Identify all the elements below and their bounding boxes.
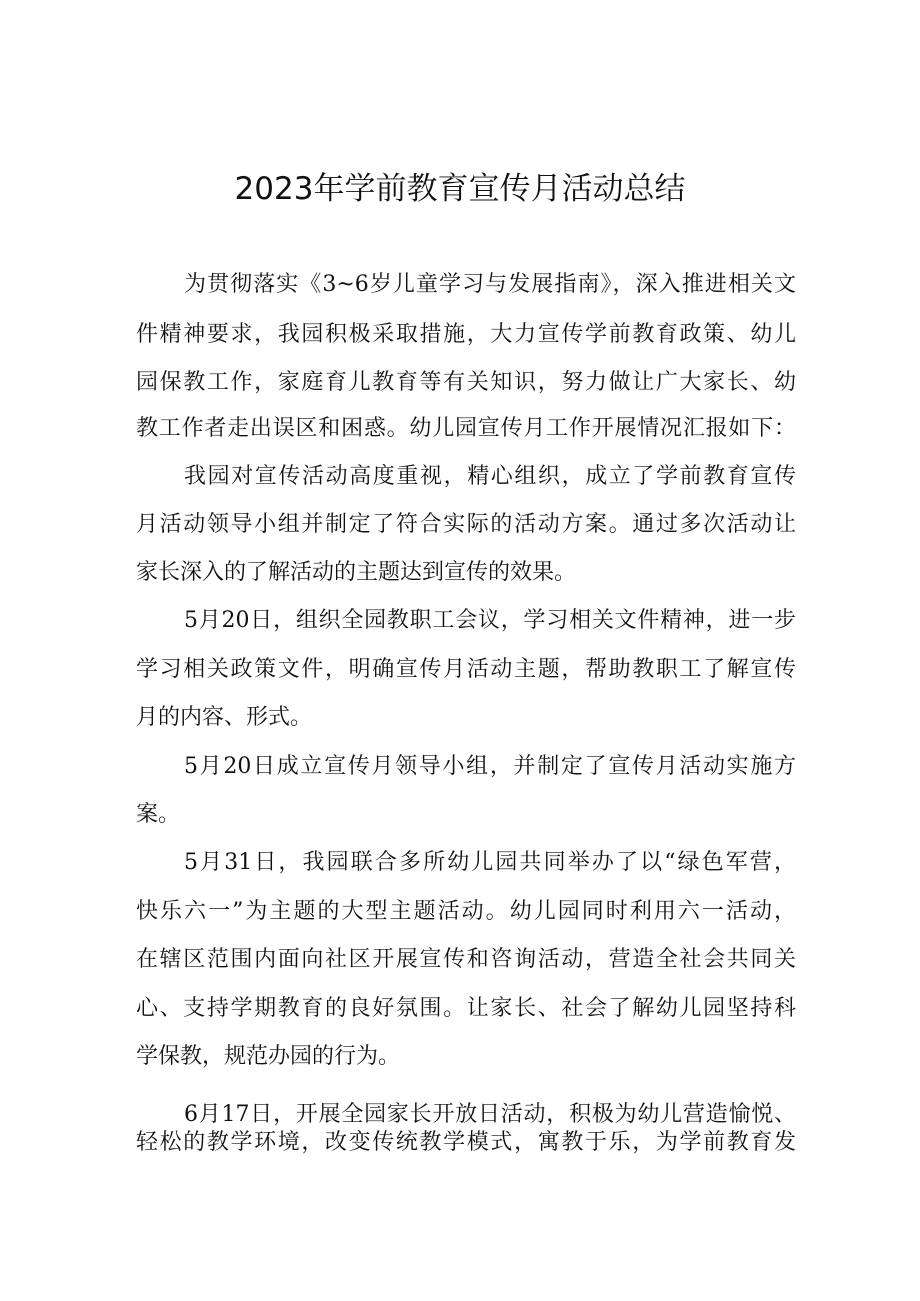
paragraph-6-line-2: 轻松的教学环境，改变传统教学模式，寓教于乐，为学前教育发 xyxy=(136,1130,796,1155)
paragraph-1-line-2: 件精神要求，我园积极采取措施，大力宣传学前教育政策、幼儿 xyxy=(136,322,796,347)
document-title: 2023年学前教育宣传月活动总结 xyxy=(234,171,686,207)
paragraph-4-line-1: 5月20日成立宣传月领导小组，并制定了宣传月活动实施方 xyxy=(184,754,796,779)
paragraph-3-line-3: 月的内容、形式。 xyxy=(136,705,313,730)
paragraph-5-line-4: 心、支持学期教育的良好氛围。让家长、社会了解幼儿园坚持科 xyxy=(136,996,796,1021)
paragraph-1-line-4: 教工作者走出误区和困惑。幼儿园宣传月工作开展情况汇报如下： xyxy=(136,416,796,441)
paragraph-4-line-2: 案。 xyxy=(136,802,181,827)
paragraph-1-line-1: 为贯彻落实《3~6岁儿童学习与发展指南》，深入推进相关文 xyxy=(184,272,796,297)
paragraph-5-line-3: 在辖区范围内面向社区开展宣传和咨询活动，营造全社会共同关 xyxy=(136,947,796,972)
paragraph-2-line-2: 月活动领导小组并制定了符合实际的活动方案。通过多次活动让 xyxy=(136,512,796,537)
paragraph-1-line-3: 园保教工作，家庭育儿教育等有关知识，努力做让广大家长、幼 xyxy=(136,370,796,395)
paragraph-3-line-2: 学习相关政策文件，明确宣传月活动主题，帮助教职工了解宣传 xyxy=(136,657,796,682)
paragraph-5-line-1: 5月31日，我园联合多所幼儿园共同举办了以“绿色军营， xyxy=(184,850,796,875)
paragraph-2-line-1: 我园对宣传活动高度重视，精心组织，成立了学前教育宣传 xyxy=(184,464,796,489)
paragraph-5-line-5: 学保教，规范办园的行为。 xyxy=(136,1044,401,1069)
paragraph-3-line-1: 5月20日，组织全园教职工会议，学习相关文件精神，进一步 xyxy=(184,608,796,633)
paragraph-6-line-1: 6月17日，开展全园家长开放日活动，积极为幼儿营造愉悦、 xyxy=(184,1102,796,1127)
paragraph-2-line-3: 家长深入的了解活动的主题达到宣传的效果。 xyxy=(136,560,577,585)
paragraph-5-line-2: 快乐六一”为主题的大型主题活动。幼儿园同时利用六一活动， xyxy=(136,899,796,924)
